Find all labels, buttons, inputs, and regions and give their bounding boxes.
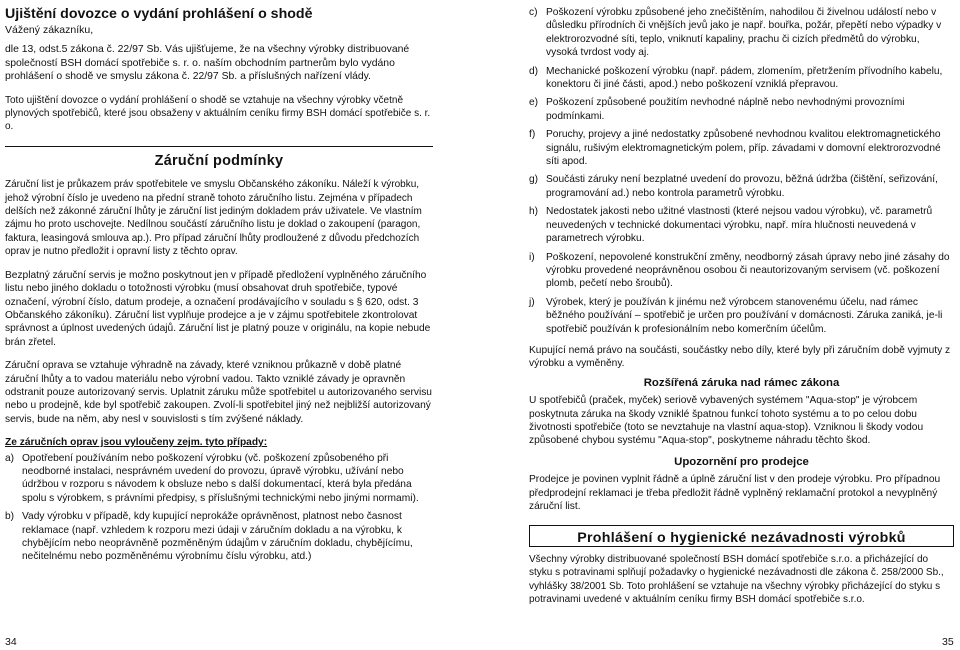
- item-label: c): [529, 7, 538, 18]
- warranty-paragraph-1: Záruční list je průkazem práv spotřebitele ve smyslu Občanského zákoníku. Náleží k výrobku, jehož výrobní číslo je uvedeno na přední straně tohoto záručního listu. Zejména v případech delších než zákonné záruční lhůty je záruční list jediným dokladem práv uživatele. Ve vlastním zájmu ho proto uschovejte. Nedílnou součástí záručního listu je doklad o zakoupení (paragon, faktura, leasingová smlouva ap.). Pro případ záruční lhůty prodloužené z důvodu předchozích oprav je nutno předložit i opravní listy z těchto oprav.: [5, 179, 422, 258]
- item-label: i): [529, 251, 535, 263]
- extended-warranty-text: U spotřebičů (praček, myček) seriově vybavených systémem "Aqua-stop" je výrobcem poskytnuta záruka na škody vzniklé špatnou funkcí tohoto systému a to po celou dobu životnosti spotřebiče (toto se nevztahuje na vlastní aqua-stop). Vzniknou li škody vodou způsobené chybou systému "Aqua-stop", poskytneme náhradu těchto škod.: [529, 395, 924, 447]
- warranty-paragraph-3: Záruční oprava se vztahuje výhradně na závady, které vzniknou průkazně v době platné záruční lhůty a to vadou materiálu nebo výrobní vadou. Takto vzniklé závady je opravněn odstranit pouze autorizovaný servis. Uplatnit záruku může spotřebitel u autorizovaného servisu nebo u prodejně, kde byl spotřebič zakoupen. Zvolí-li spotřebitel jiný než nejbližší autorizovaný servis, bude na něm, aby nesl v souvislosti s tím zvýšené náklady.: [5, 360, 432, 425]
- hygiene-text: Všechny výrobky distribuované společností BSH domácí spotřebiče s.r.o. a přicházející do styku s potravinami splňují požadavky o hygienické nezávadnosti dle zákona č. 258/2000 Sb., vyhlášky 38/2001 Sb. Toto prohlášení se vztahuje na všechny výrobky přicházející do styku s potravinami uvedené v aktuálním ceníku firmy BSH domácí spotřebiče s.r.o.: [529, 553, 944, 606]
- item-text: Nedostatek jakosti nebo užitné vlastnosti (které nejsou vadou výrobku), vč. parametrů neuvedených v technické dokumentaci výrobku, např. míra hlučnosti neuvedená v parametrech výrobku.: [546, 206, 933, 245]
- exclusion-item-c: [529, 6, 954, 60]
- item-label: e): [529, 97, 539, 109]
- hygiene-box: [529, 525, 954, 546]
- seller-notice-title: Upozornění pro prodejce: [674, 455, 809, 468]
- item-text: Poškození, nepovolené konstrukční změny, neodborný zásah úpravy nebo jiné zásahy do výrobku provedené neoprávněnou osobou či neautorizovaným servisem (vč. poškození plomb, pečetí nebo šroubů).: [546, 251, 950, 290]
- item-text: Poruchy, projevy a jiné nedostatky způsobené nevhodnou kvalitou elektromagnetického signálu, rušivým elektromagnetickým polem, příp. závadami v domovní elektrorozvodné síti apod.: [546, 129, 941, 168]
- hygiene-title: Prohlášení o hygienické nezávadnosti výrobků: [577, 530, 906, 547]
- extended-warranty-title: Rozšířená záruka nad rámec zákona: [643, 376, 840, 389]
- item-label: h): [529, 206, 539, 218]
- exclusion-heading: Ze záručních oprav jsou vyloučeny zejm. tyto případy:: [5, 437, 268, 449]
- parts-note: Kupující nemá právo na součásti, součástky nebo díly, které byly při záručním době vyjmuty z výrobku a vyměněny.: [529, 344, 951, 370]
- page-number-left: 34: [5, 636, 17, 648]
- exclusion-item-j: [529, 296, 954, 336]
- declaration-title: Ujištění dovozce o vydání prohlášení o shodě: [5, 6, 313, 22]
- item-text: Poškození způsobené použitím nevhodné náplně nebo nevhodnými provozními podmínkami.: [546, 97, 905, 122]
- exclusion-item-h: [529, 205, 954, 245]
- item-text: Opotřebení používáním nebo poškození výrobku (vč. poškození způsobeného při neodborné instalaci, nesprávném uvedení do provozu, úpravě výrobku, užívání nebo údržbou v rozporu s návodem k obsluze nebo s další dokumentací, která byla předána spolu s výrobkem, s právními předpisy, s příslušnými technickými nebo jinými normami).: [22, 452, 419, 504]
- item-label: b): [5, 511, 15, 523]
- item-label: f): [529, 129, 536, 141]
- warranty-paragraph-2: Bezplatný záruční servis je možno poskytnout jen v případě předložení vyplněného záručního listu nebo jiného dokladu o totožnosti výrobku (musí obsahovat druh spotřebiče, typové označení, výrobní číslo, datum prodeje, a označení prodávajícího v souladu s § 620, odst. 3 Občanského zákoníku). Záruční list vyplňuje prodejce a je v zájmu spotřebitele zkontrolovat správnost a úplnost uvedených údajů. Záruční list je platný pouze v originálu, na kopie nebude brán zřetel.: [5, 269, 431, 348]
- section-divider: [5, 146, 433, 147]
- item-label: g): [529, 174, 539, 186]
- right-column: [529, 6, 954, 606]
- item-text: Vady výrobku v případě, kdy kupující neprokáže oprávněnost, platnost nebo časnost reklamace (např. vzhledem k rozporu mezi údaji v záručním dokladu a na výrobku, k chybějícím nebo neoprávněně pozměněným údajům v záručním dokladu, chybějícímu, nečitelnému nebo pozměněnému výrobnímu číslu výrobku, atd.): [22, 511, 413, 563]
- exclusion-item-d: [529, 65, 954, 92]
- exclusion-item-g: [529, 173, 954, 200]
- seller-notice-text: Prodejce je povinen vyplnit řádně a úplně záruční list v den prodeje výrobku. Pro případnou předprodejní reklamaci je třeba předložit řádně vyplněný reklamační protokol a nevyplněný záruční list.: [529, 474, 941, 512]
- page-number-right: 35: [942, 636, 954, 648]
- exclusion-item-f: [529, 128, 954, 168]
- exclusion-item-i: [529, 251, 954, 291]
- item-label: j): [529, 296, 535, 308]
- exclusion-item-e: [529, 96, 954, 123]
- intro-paragraph: dle 13, odst.5 zákona č. 22/97 Sb. Vás ujišťujeme, že na všechny výrobky distribuované společností BSH domácí spotřebiče s. r. o. naším obchodním partnerům bylo vydáno prohlášení o shodě ve smyslu zákona č. 22/97 Sb. a příslušných nařízení vlády.: [5, 44, 410, 83]
- item-label: a): [5, 452, 15, 464]
- exclusion-item-b: [5, 510, 433, 564]
- item-text: Poškození výrobku způsobené jeho znečištěním, nahodilou či živelnou událostí nebo v důsledku přírodních či vnějších jevů jako je např. bouřka, požár, přepětí nebo výpadky v elektrorozvodné síti, teplo, vniknutí kapaliny, prachu či cizích předmětů do výrobku, vysoká tvrdost vody aj.: [546, 7, 942, 59]
- exclusion-item-a: [5, 452, 433, 506]
- item-text: Výrobek, který je používán k jinému než výrobcem stanovenému účelu, nad rámec běžného používání – spotřebič je určen pro používání v domácnosti. Záruka zaniká, je-li spotřebič používán k profesionálním nebo komerčním účelům.: [546, 296, 943, 335]
- left-column: [5, 6, 433, 569]
- greeting: Vážený zákazníku,: [5, 24, 94, 36]
- item-text: Mechanické poškození výrobku (např. pádem, zlomením, přetržením přívodního kabelu, konektoru či jiné části, apod.) nebo poškození vzniklá přepravou.: [546, 65, 943, 91]
- item-text: Součásti záruky není bezplatné uvedení do provozu, běžná údržba (čištění, seřizování, programování ad.) nebo kontrola parametrů výrobku.: [546, 174, 938, 199]
- item-label: d): [529, 65, 539, 77]
- warranty-title: Záruční podmínky: [154, 152, 284, 169]
- declaration-note: Toto ujištění dovozce o vydání prohlášení o shodě se vztahuje na všechny výrobky včetně plynových spotřebičů, které jsou obsaženy v aktuálním ceníku firmy BSH domácí spotřebiče s. r. o.: [5, 94, 431, 133]
